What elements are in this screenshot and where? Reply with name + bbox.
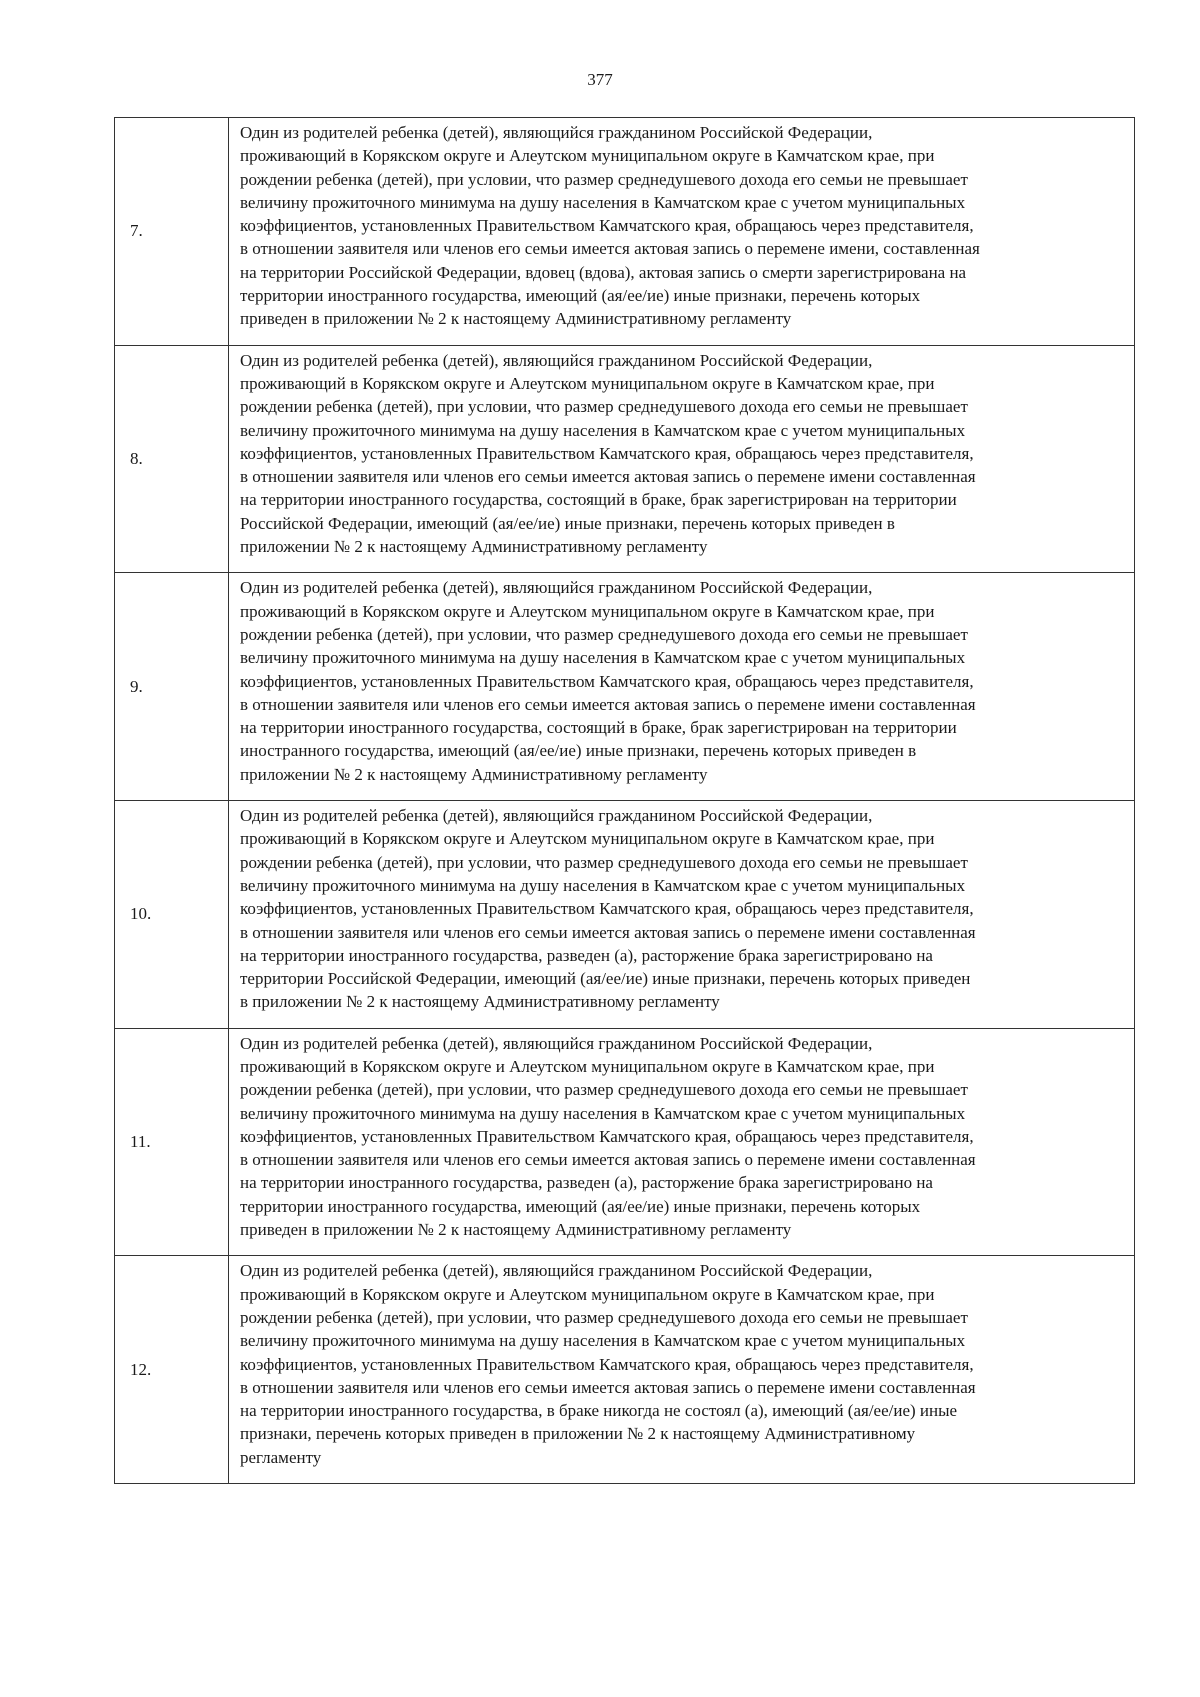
text-line: признаки, перечень которых приведен в приложении № 2 к настоящему Административному [240,1424,916,1444]
text-line: Один из родителей ребенка (детей), являющийся гражданином Российской Федерации, [240,806,873,826]
text-line: Один из родителей ребенка (детей), являющийся гражданином Российской Федерации, [240,350,873,370]
text-line: величину прожиточного минимума на душу населения в Камчатском крае с учетом муниципальных [240,1103,966,1123]
text-line: проживающий в Корякском округе и Алеутском муниципальном округе в Камчатском крае, при [240,601,935,621]
table-row [115,801,1135,1029]
row-text-cell [229,1256,1135,1484]
text-line: в отношении заявителя или членов его семьи имеется актовая запись о перемене имени составленная [240,467,976,487]
text-line: на территории иностранного государства, в браке никогда не состоял (а), имеющий (ая/ее/ие) иные [240,1401,958,1421]
text-line: рождении ребенка (детей), при условии, что размер среднедушевого дохода его семьи не превышает [240,169,968,189]
text-line: проживающий в Корякском округе и Алеутском муниципальном округе в Камчатском крае, при [240,146,935,166]
text-line: рождении ребенка (детей), при условии, что размер среднедушевого дохода его семьи не превышает [240,852,968,872]
text-line: проживающий в Корякском округе и Алеутском муниципальном округе в Камчатском крае, при [240,1056,935,1076]
text-line: на территории Российской Федерации, вдовец (вдова), актовая запись о смерти зарегистрирована на [240,262,967,282]
text-line: Один из родителей ребенка (детей), являющийся гражданином Российской Федерации, [240,1033,873,1053]
text-line: иностранного государства, имеющий (ая/ее/ие) иные признаки, перечень которых приведен в [240,741,917,761]
text-line: коэффициентов, установленных Правительством Камчатского края, обращаюсь через представителя, [240,899,974,919]
row-text-cell [229,573,1135,801]
table-row [115,1256,1135,1484]
text-line: Российской Федерации, имеющий (ая/ее/ие) иные признаки, перечень которых приведен в [240,513,895,533]
text-line: в отношении заявителя или членов его семьи имеется актовая запись о перемене имени составленная [240,1150,976,1170]
text-line: в отношении заявителя или членов его семьи имеется актовая запись о перемене имени составленная [240,1377,976,1397]
row-text-cell [229,345,1135,573]
row-number-cell: 9. [115,573,229,801]
row-number-cell: 12. [115,1256,229,1484]
text-line: величину прожиточного минимума на душу населения в Камчатском крае с учетом муниципальных [240,648,966,668]
text-line: Один из родителей ребенка (детей), являющийся гражданином Российской Федерации, [240,578,873,598]
text-line: проживающий в Корякском округе и Алеутском муниципальном округе в Камчатском крае, при [240,829,935,849]
text-line: на территории иностранного государства, разведен (а), расторжение брака зарегистрировано на [240,1173,933,1193]
text-line: величину прожиточного минимума на душу населения в Камчатском крае с учетом муниципальных [240,1331,966,1351]
text-line: коэффициентов, установленных Правительством Камчатского края, обращаюсь через представителя, [240,1126,974,1146]
text-line: территории иностранного государства, имеющий (ая/ее/ие) иные признаки, перечень которых [240,1196,921,1216]
table-row [115,118,1135,346]
text-line: величину прожиточного минимума на душу населения в Камчатском крае с учетом муниципальных [240,875,966,895]
text-line: проживающий в Корякском округе и Алеутском муниципальном округе в Камчатском крае, при [240,373,935,393]
text-line: рождении ребенка (детей), при условии, что размер среднедушевого дохода его семьи не превышает [240,1307,968,1327]
conditions-table [114,117,1135,1484]
text-line: коэффициентов, установленных Правительством Камчатского края, обращаюсь через представителя, [240,1354,974,1374]
text-line: территории иностранного государства, имеющий (ая/ее/ие) иные признаки, перечень которых [240,286,921,306]
text-line: Один из родителей ребенка (детей), являющийся гражданином Российской Федерации, [240,123,873,142]
row-text-cell [229,801,1135,1029]
text-line: в отношении заявителя или членов его семьи имеется актовая запись о перемене имени составленная [240,694,976,714]
text-line: в приложении № 2 к настоящему Административному регламенту [240,992,720,1012]
page-number: 377 [587,70,613,89]
text-line: на территории иностранного государства, состоящий в браке, брак зарегистрирован на территории [240,718,957,738]
text-line: территории Российской Федерации, имеющий (ая/ее/ие) иные признаки, перечень которых приведен [240,969,971,989]
text-line: приложении № 2 к настоящему Административному регламенту [240,764,708,784]
row-number-cell: 10. [115,801,229,1029]
text-line: рождении ребенка (детей), при условии, что размер среднедушевого дохода его семьи не превышает [240,1080,968,1100]
text-line: проживающий в Корякском округе и Алеутском муниципальном округе в Камчатском крае, при [240,1284,935,1304]
text-line: в отношении заявителя или членов его семьи имеется актовая запись о перемене имени, составленная [240,239,980,259]
table-row [115,345,1135,573]
text-line: величину прожиточного минимума на душу населения в Камчатском крае с учетом муниципальных [240,420,966,440]
text-line: коэффициентов, установленных Правительством Камчатского края, обращаюсь через представителя, [240,216,974,236]
row-number-cell: 7. [115,118,229,346]
row-text-cell [229,118,1135,346]
text-line: величину прожиточного минимума на душу населения в Камчатском крае с учетом муниципальных [240,192,966,212]
text-line: приведен в приложении № 2 к настоящему Административному регламенту [240,1220,792,1240]
text-line: на территории иностранного государства, разведен (а), расторжение брака зарегистрировано на [240,945,933,965]
text-line: Один из родителей ребенка (детей), являющийся гражданином Российской Федерации, [240,1261,873,1281]
text-line: рождении ребенка (детей), при условии, что размер среднедушевого дохода его семьи не превышает [240,624,968,644]
row-number-cell: 11. [115,1028,229,1256]
text-line: на территории иностранного государства, состоящий в браке, брак зарегистрирован на территории [240,490,957,510]
text-line: регламенту [240,1447,322,1467]
text-line: рождении ребенка (детей), при условии, что размер среднедушевого дохода его семьи не превышает [240,397,968,417]
text-line: приложении № 2 к настоящему Административному регламенту [240,537,708,557]
text-line: приведен в приложении № 2 к настоящему Административному регламенту [240,309,792,329]
row-number-cell: 8. [115,345,229,573]
table-row [115,1028,1135,1256]
table-row [115,573,1135,801]
text-line: в отношении заявителя или членов его семьи имеется актовая запись о перемене имени составленная [240,922,976,942]
text-line: коэффициентов, установленных Правительством Камчатского края, обращаюсь через представителя, [240,671,974,691]
row-text-cell [229,1028,1135,1256]
text-line: коэффициентов, установленных Правительством Камчатского края, обращаюсь через представителя, [240,443,974,463]
